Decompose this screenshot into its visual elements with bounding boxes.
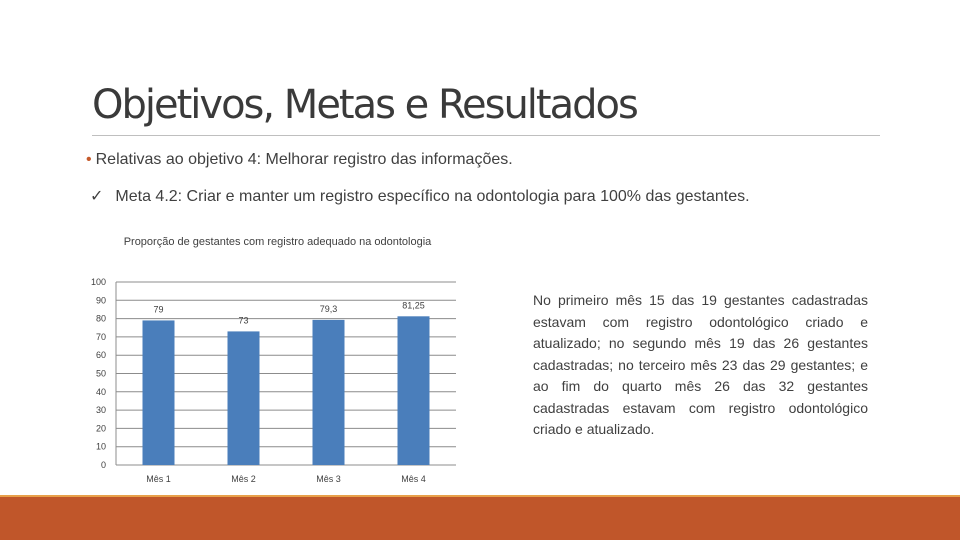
x-tick-label: Mês 1 <box>146 474 171 484</box>
data-label: 73 <box>238 315 249 326</box>
bar <box>143 320 175 465</box>
y-tick-label: 30 <box>95 405 106 416</box>
bullet-goal-text: Meta 4.2: Criar e manter um registro específico na odontologia para 100% das gestantes. <box>115 188 750 205</box>
bar <box>398 316 430 465</box>
bar <box>228 331 260 465</box>
y-tick-label: 80 <box>95 313 106 324</box>
bar <box>313 320 345 465</box>
y-tick-label: 100 <box>90 277 106 287</box>
y-tick-label: 60 <box>95 350 106 361</box>
y-tick-label: 10 <box>95 441 106 452</box>
y-tick-label: 40 <box>95 386 106 397</box>
y-tick-label: 0 <box>100 460 106 470</box>
chart-title: Proporção de gestantes com registro adequado na odontologia <box>123 236 432 248</box>
bullet-dot-icon: • <box>86 151 92 168</box>
data-label: 79 <box>153 304 164 315</box>
checkmark-icon: ✓ <box>90 188 104 205</box>
footer-band <box>0 497 960 540</box>
x-tick-label: Mês 3 <box>316 474 341 484</box>
data-label: 79,3 <box>319 303 338 314</box>
y-tick-label: 70 <box>95 331 106 342</box>
results-note: No primeiro mês 15 das 19 gestantes cadastradas estavam com registro odontológico criado e atualizado; no segundo mês 19 das 26 gestantes cadastradas; no terceiro mês 23 das 29 gestantes; e ao fim do quarto mês 26 das 32 gestantes cadastradas estavam com registro odontológico criado e atualizado. <box>533 292 868 437</box>
bullet-objective-text: Relativas ao objetivo 4: Melhorar registro das informações. <box>95 151 513 168</box>
x-tick-label: Mês 2 <box>231 474 256 484</box>
x-tick-label: Mês 4 <box>401 474 426 484</box>
slide-title: Objetivos, Metas e Resultados <box>92 82 637 128</box>
data-label: 81,25 <box>402 300 425 311</box>
y-tick-label: 90 <box>95 295 106 306</box>
y-tick-label: 20 <box>95 423 106 434</box>
y-tick-label: 50 <box>95 368 106 379</box>
